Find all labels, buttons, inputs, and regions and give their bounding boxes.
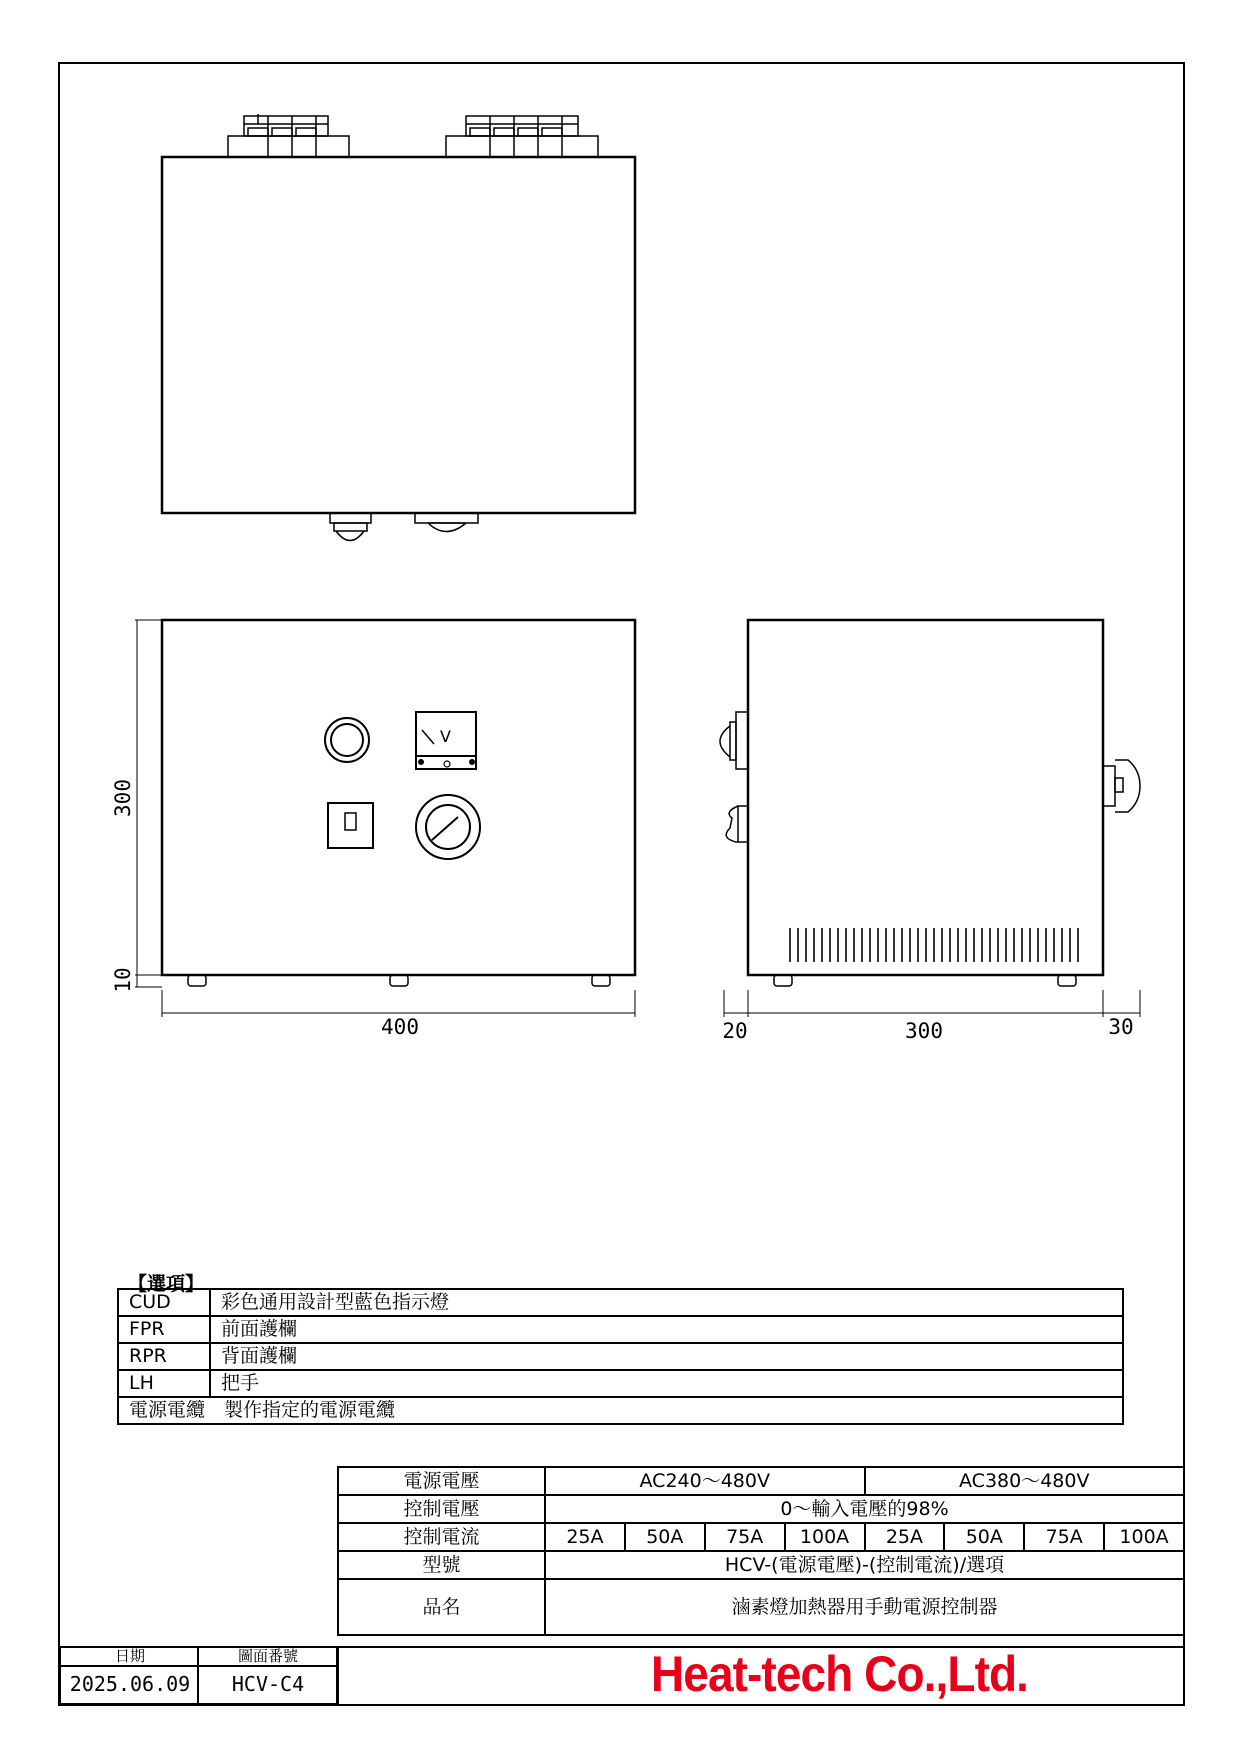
option-code: RPR [118, 1343, 210, 1370]
spec-label: 電源電壓 [338, 1467, 545, 1495]
spec-current-value: 100A [785, 1523, 865, 1551]
options-row [118, 1397, 1123, 1424]
terminal-block-right [446, 116, 598, 157]
pilot-lamp-side [720, 712, 748, 769]
option-code: LH [118, 1370, 210, 1397]
dim-side-left: 20 [722, 1019, 748, 1043]
knob-top-view [415, 513, 478, 532]
options-row [118, 1343, 1123, 1370]
height-dimension [135, 620, 162, 987]
sheet-border [59, 63, 1184, 1705]
spec-label: 品名 [338, 1579, 545, 1635]
spec-current-value: 75A [1024, 1523, 1104, 1551]
spec-row-product-name [338, 1579, 1184, 1635]
side-dimension [724, 990, 1140, 1017]
foot [188, 975, 206, 986]
drawing-number-box [197, 1647, 339, 1705]
top-view [162, 114, 635, 541]
spec-row-supply-voltage [338, 1467, 1184, 1495]
top-view-body [162, 157, 635, 513]
option-cable: 電源電纜 製作指定的電源電纜 [118, 1397, 1123, 1424]
side-view-body [748, 620, 1103, 975]
power-switch [328, 803, 373, 848]
front-view [135, 620, 635, 1017]
width-dimension [162, 990, 635, 1017]
spec-current-value: 25A [545, 1523, 625, 1551]
knob-side [726, 806, 748, 842]
vent-slots [790, 928, 1078, 962]
spec-current-value: 50A [944, 1523, 1024, 1551]
foot [774, 975, 792, 986]
option-desc: 把手 [210, 1370, 1123, 1397]
terminal-block-left [228, 114, 349, 157]
spec-row-control-voltage [338, 1495, 1184, 1523]
option-code: FPR [118, 1316, 210, 1343]
dim-height-main: 300 [111, 779, 135, 817]
spec-row-control-current [338, 1523, 1184, 1551]
option-desc: 背面護欄 [210, 1343, 1123, 1370]
foot [1058, 975, 1076, 986]
date-label: 日期 [61, 1647, 199, 1667]
spec-label: 控制電壓 [338, 1495, 545, 1523]
option-desc: 前面護欄 [210, 1316, 1123, 1343]
option-desc: 彩色通用設計型藍色指示燈 [210, 1289, 1123, 1316]
spec-current-value: 75A [705, 1523, 785, 1551]
option-code: CUD [118, 1289, 210, 1316]
spec-value: HCV-(電源電壓)-(控制電流)/選項 [545, 1551, 1184, 1579]
options-row [118, 1316, 1123, 1343]
front-view-body [162, 620, 635, 975]
voltmeter-unit-label: V [440, 727, 451, 746]
drawing-number-value: HCV-C4 [231, 1672, 305, 1696]
options-table [117, 1288, 1124, 1425]
spec-current-value: 100A [1104, 1523, 1184, 1551]
company-logo: Heat-tech Co.,Ltd. [651, 1646, 1029, 1702]
options-row [118, 1370, 1123, 1397]
spec-value: AC240～480V [545, 1467, 865, 1495]
dim-height-feet: 10 [111, 967, 135, 993]
drawing-number-label: 圖面番號 [199, 1647, 337, 1667]
pilot-lamp-top-view [330, 513, 371, 541]
date-box [59, 1647, 199, 1705]
rear-connector [1103, 760, 1140, 812]
dim-side-depth: 300 [905, 1019, 943, 1043]
options-row [118, 1289, 1123, 1316]
spec-value: AC380～480V [865, 1467, 1185, 1495]
date-value: 2025.06.09 [69, 1672, 191, 1696]
foot [390, 975, 408, 986]
dim-front-width: 400 [381, 1015, 419, 1039]
spec-value: 滷素燈加熱器用手動電源控制器 [545, 1579, 1184, 1635]
spec-row-model [338, 1551, 1184, 1579]
spec-current-value: 25A [865, 1523, 945, 1551]
side-view [720, 620, 1140, 1017]
adjust-knob [416, 795, 480, 859]
dim-side-right: 30 [1108, 1015, 1134, 1039]
options-title: 【選項】 [128, 1273, 205, 1295]
spec-value: 0～輸入電壓的98% [545, 1495, 1184, 1523]
spec-label: 型號 [338, 1551, 545, 1579]
spec-label: 控制電流 [338, 1523, 545, 1551]
foot [592, 975, 610, 986]
spec-table [337, 1466, 1185, 1636]
spec-current-value: 50A [625, 1523, 705, 1551]
